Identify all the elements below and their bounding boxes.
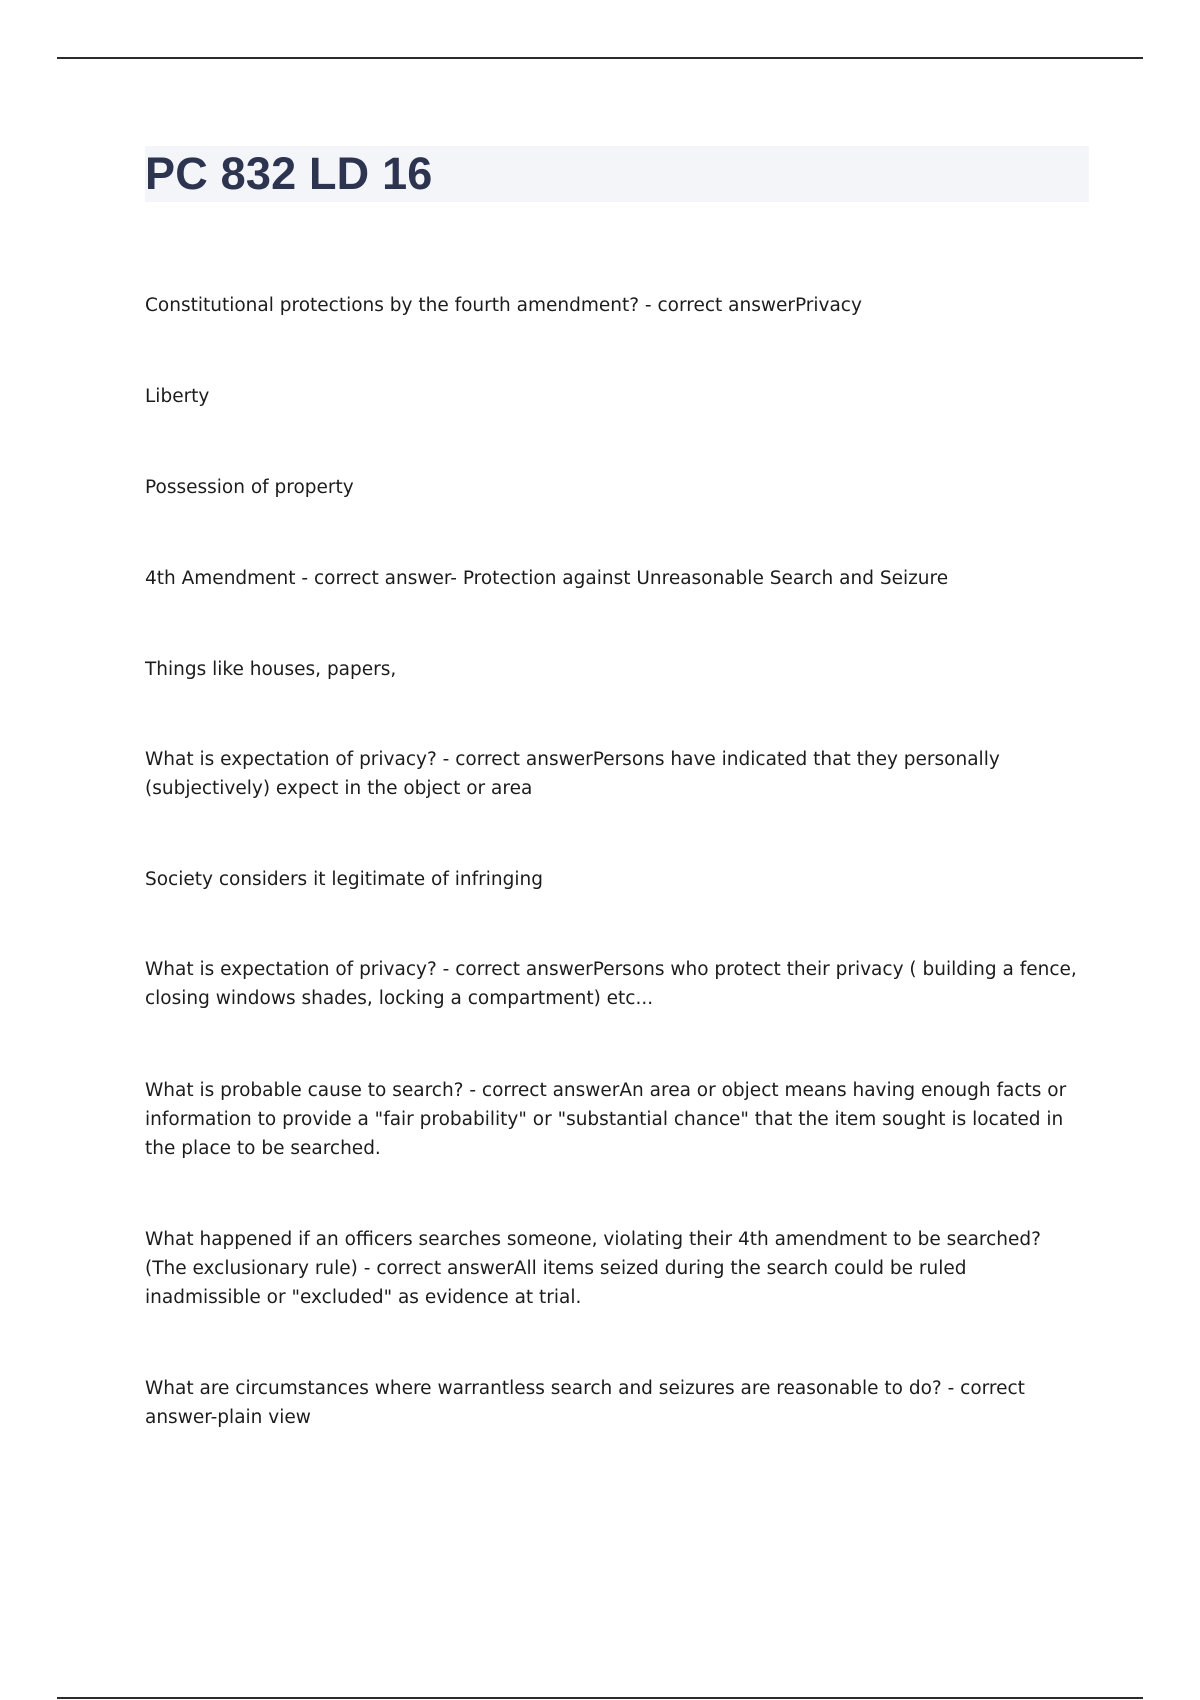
paragraph: Possession of property <box>145 477 354 498</box>
paragraph: What is expectation of privacy? - correct answerPersons who protect their privacy ( building a fence, closing windows shades, locking a compartment) etc... <box>145 959 1077 1009</box>
paragraph: What is expectation of privacy? - correct answerPersons have indicated that they personally (subjectively) expect in the object or area <box>145 749 1000 799</box>
paragraph: What happened if an officers searches someone, violating their 4th amendment to be searched? (The exclusionary rule) - correct answerAll items seized during the search could be ruled inadmissible or "excluded" as evidence at trial. <box>145 1229 1041 1308</box>
paragraph: Things like houses, papers, <box>145 659 397 680</box>
paragraph: What are circumstances where warrantless search and seizures are reasonable to do? - correct answer-plain view <box>145 1378 1025 1428</box>
paragraph: Constitutional protections by the fourth amendment? - correct answerPrivacy <box>145 295 862 316</box>
paragraph: Liberty <box>145 386 210 407</box>
bottom-rule <box>57 1697 1143 1699</box>
paragraph: Society considers it legitimate of infringing <box>145 869 543 890</box>
document-title: PC 832 LD 16 <box>145 148 433 199</box>
paragraph: 4th Amendment - correct answer- Protection against Unreasonable Search and Seizure <box>145 568 949 589</box>
top-rule <box>57 57 1143 59</box>
paragraph: What is probable cause to search? - correct answerAn area or object means having enough facts or information to provide a "fair probability" or "substantial chance" that the item sought is located in the place to be searched. <box>145 1080 1067 1159</box>
